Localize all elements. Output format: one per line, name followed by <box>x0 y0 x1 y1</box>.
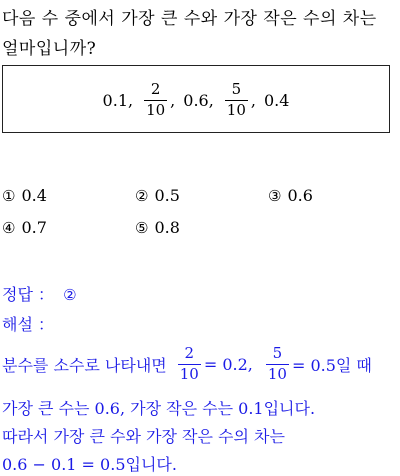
choice-3[interactable] <box>268 186 313 205</box>
numbers-row <box>3 76 389 124</box>
number-item: 0.1, <box>102 90 134 110</box>
question-line-2: 얼마입니까? <box>2 39 97 59</box>
explanation-label: 해설 ： <box>2 315 54 334</box>
fraction-numerator: 2 <box>150 80 161 99</box>
comma: , <box>250 90 256 110</box>
fraction <box>266 345 289 383</box>
fraction <box>225 81 248 119</box>
choice-2[interactable] <box>135 186 180 205</box>
numbers-box <box>2 65 390 133</box>
number-item: 0.6, <box>183 90 214 110</box>
choice-marker: ⑤ <box>135 219 149 237</box>
fraction-denominator: 10 <box>267 364 287 383</box>
choice-value: 0.4 <box>21 186 47 205</box>
fraction <box>178 345 201 383</box>
choice-value: 0.7 <box>21 218 47 237</box>
choice-marker: ③ <box>268 187 282 205</box>
fraction-equals: = 0.2, <box>203 354 253 374</box>
choice-5[interactable] <box>135 218 180 237</box>
fraction <box>144 81 167 119</box>
explanation-line-4: 0.6 − 0.1 = 0.5입니다. <box>2 455 177 474</box>
fraction-equals: = 0.5일 때 <box>291 355 372 375</box>
fraction-numerator: 2 <box>184 344 195 363</box>
comma: , <box>170 90 176 110</box>
choice-marker: ① <box>2 187 16 205</box>
explanation-prefix: 분수를 소수로 나타내면 <box>2 355 167 375</box>
choice-value: 0.8 <box>154 218 180 237</box>
answer-line <box>2 282 83 305</box>
fraction-denominator: 10 <box>226 100 246 119</box>
explanation-line-3: 따라서 가장 큰 수와 가장 작은 수의 차는 <box>2 427 285 446</box>
fraction-denominator: 10 <box>179 364 199 383</box>
explanation-line-1 <box>2 342 372 386</box>
fraction-numerator: 5 <box>231 80 242 99</box>
fraction-numerator: 5 <box>272 344 283 363</box>
choice-value: 0.5 <box>154 186 180 205</box>
choice-value: 0.6 <box>287 186 313 205</box>
choice-marker: ④ <box>2 219 16 237</box>
choice-4[interactable] <box>2 218 47 237</box>
choice-1[interactable] <box>2 186 47 205</box>
explanation-line-2: 가장 큰 수는 0.6, 가장 작은 수는 0.1입니다. <box>2 399 316 418</box>
choice-marker: ② <box>135 187 149 205</box>
fraction-denominator: 10 <box>146 100 166 119</box>
answer-label: 정답 ： <box>2 285 54 304</box>
number-item: 0.4 <box>263 90 290 110</box>
question-line-1: 다음 수 중에서 가장 큰 수와 가장 작은 수의 차는 <box>2 9 377 29</box>
answer-marker: ② <box>63 286 77 304</box>
